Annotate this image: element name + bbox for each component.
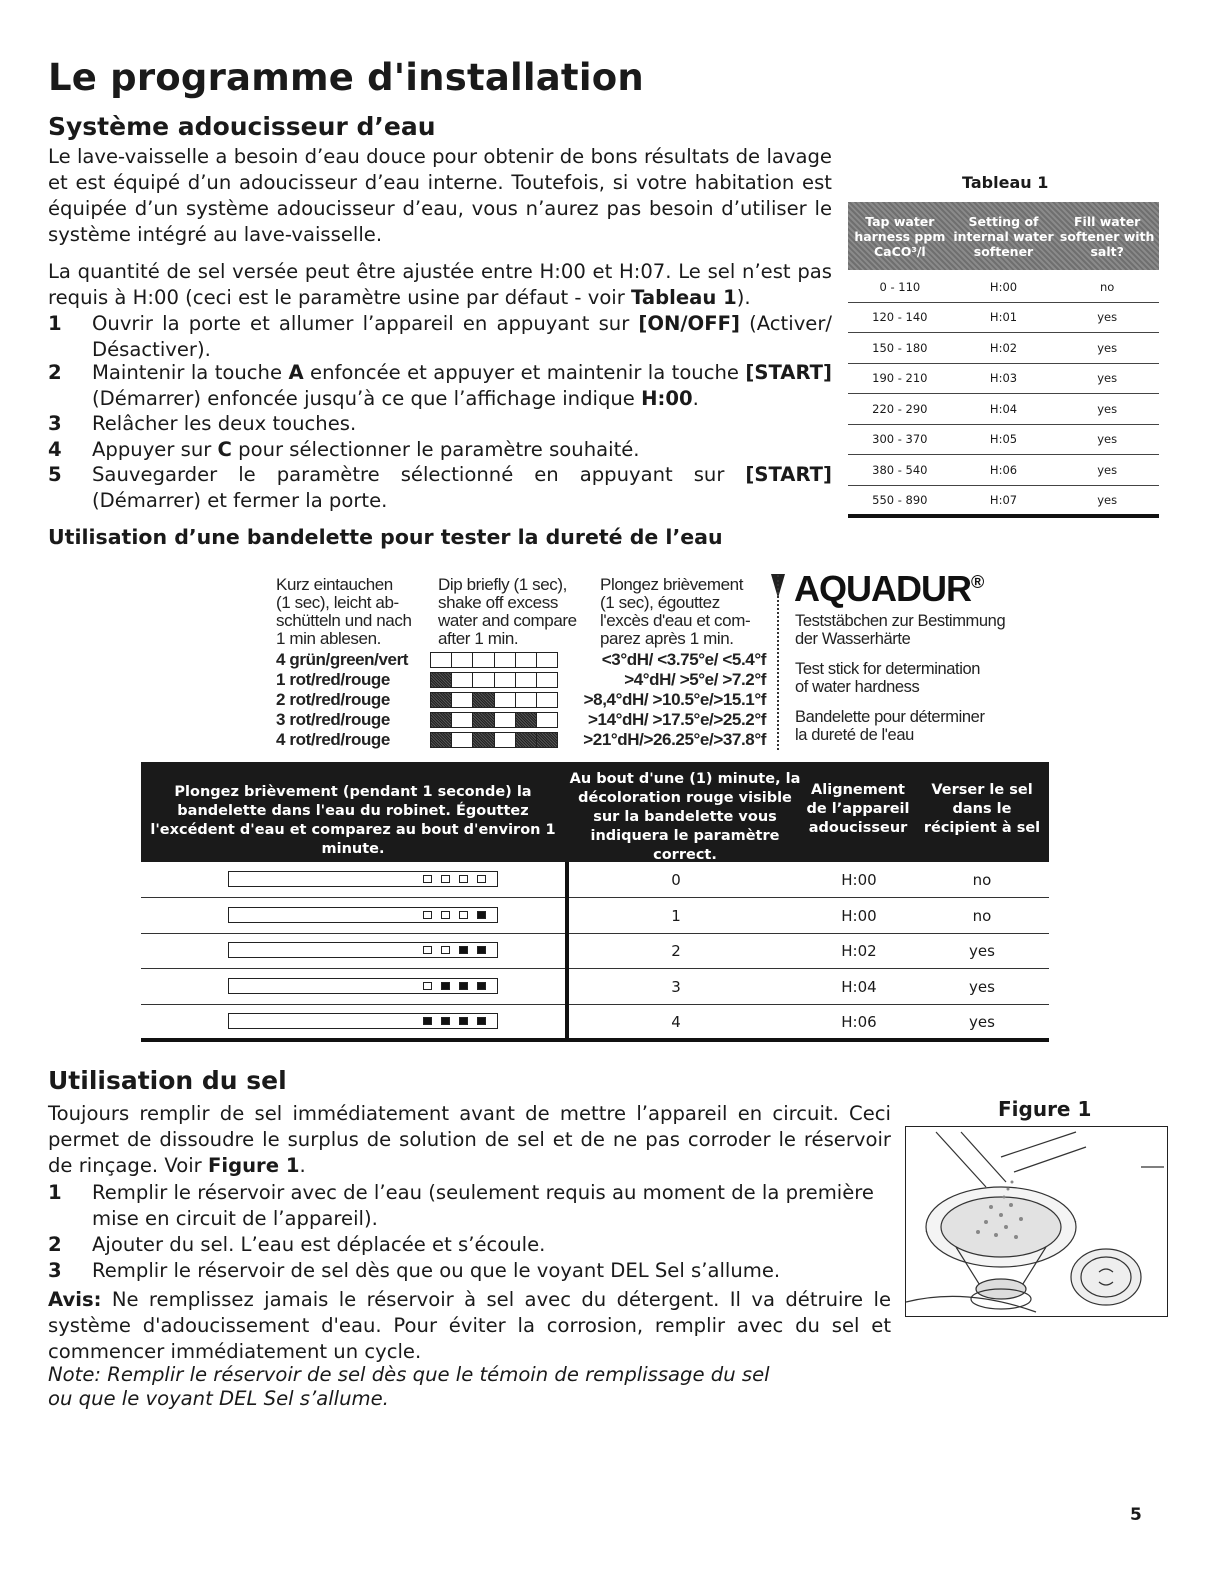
salt-step-3: 3 Remplir le réservoir de sel dès que ou que le voyant DEL Sel s’allume.	[48, 1259, 781, 1282]
figure-1-illustration	[905, 1126, 1168, 1317]
test-cell-value: 3	[671, 978, 681, 996]
test-table-row	[141, 933, 1049, 969]
figure-reference: Figure 1	[207, 1154, 300, 1177]
test-table-divider	[565, 862, 569, 1040]
aquadur-text-de: Kurz eintauchen (1 sec), leicht ab- schütteln und nach 1 min ablesen.	[276, 575, 412, 648]
salt-intro-paragraph: Toujours remplir de sel immédiatement avant de mettre l’appareil en circuit. Ceci permet de dissoudre le surplus de solution de sel et de ne pas corroder le réservoir de rinçage. Voir Figure 1.	[48, 1102, 891, 1177]
aquadur-description: Teststäbchen zur Bestimmung der Wasserhärte Test stick for determination of water hardness Bandelette pour déterminer la dureté de l'eau	[795, 612, 1006, 744]
test-header-setting: Alignement de l’appareil adoucisseur	[806, 782, 910, 836]
softener-intro-paragraph: Le lave-vaisselle a besoin d’eau douce pour obtenir de bons résultats de lavage et est équipé d’un adoucisseur d’eau interne. Toutefois, si votre habitation est équipée d’un système adoucisseur d’eau, vous n’aurez pas besoin d’utiliser le système intégré au lave-vaisselle.	[48, 145, 832, 246]
note-line-1: Note: Remplir le réservoir de sel dès que le témoin de remplissage du sel	[48, 1363, 770, 1386]
test-strip-pad	[441, 982, 450, 990]
page-number: 5	[1130, 1505, 1142, 1525]
salt-step-2: 2 Ajouter du sel. L’eau est déplacée et s’écoule.	[48, 1233, 546, 1256]
test-strip-pad	[459, 946, 468, 954]
test-cell-value: 1	[671, 907, 681, 925]
test-strip-pad	[423, 875, 432, 883]
test-cell-salt: yes	[969, 978, 995, 996]
aquadur-strip-4	[430, 732, 558, 748]
test-cell-value: 4	[671, 1013, 681, 1031]
test-strip-bar	[228, 978, 498, 994]
test-cell-setting: H:06	[841, 1013, 877, 1031]
test-cell-salt: yes	[969, 1013, 995, 1031]
test-strip-pad	[441, 875, 450, 883]
step-2: 2 Maintenir la touche A enfoncée et appuyer et maintenir la touche [START] (Démarrer) enfoncée jusqu’à ce que l’affichage indique H:00.	[48, 361, 832, 410]
table1-title: Tableau 1	[962, 173, 1049, 192]
table1-row: 300 - 370 H:05 yes	[848, 424, 1159, 455]
note-line-2: ou que le voyant DEL Sel s’allume.	[48, 1387, 389, 1410]
test-cell-value: 2	[671, 942, 681, 960]
aquadur-divider	[777, 575, 779, 750]
test-strip-pad	[477, 946, 486, 954]
aquadur-strip-1	[430, 672, 558, 688]
test-cell-setting: H:02	[841, 942, 877, 960]
test-strip-pad	[459, 1017, 468, 1025]
table1-row: 550 - 890 H:07 yes	[872, 493, 1118, 507]
aquadur-hardness-values: <3°dH/ <3.75°e/ <5.4°f >4°dH/ >5°e/ >7.2°f >8,4°dH/ >10.5°e/>15.1°f >14°dH/ >17.5°e/>25.2°f >21°dH/>26.25°e/>37.8°f	[583, 650, 766, 749]
aquadur-strip-0	[430, 652, 558, 668]
test-header-instructions: Plongez brièvement (pendant 1 seconde) la bandelette dans l'eau du robinet. Égouttez l'excédent d'eau et comparez au bout d'environ 1 minute.	[150, 784, 556, 857]
aquadur-color-labels: 4 grün/green/vert 1 rot/red/rouge 2 rot/red/rouge 3 rot/red/rouge 4 rot/red/rouge	[276, 650, 409, 749]
page-title: Le programme d'installation	[48, 56, 644, 99]
test-strip-pad	[423, 946, 432, 954]
test-strip-pad	[423, 1017, 432, 1025]
aquadur-logo: AQUADUR®	[794, 568, 984, 609]
step-3: 3 Relâcher les deux touches.	[48, 412, 357, 435]
step-1: 1 Ouvrir la porte et allumer l’appareil en appuyant sur [ON/OFF] (Activer/ Désactiver).	[48, 312, 832, 361]
test-table-header	[141, 762, 1049, 862]
test-strip-pad	[477, 1017, 486, 1025]
test-table-row	[141, 862, 1049, 898]
test-cell-setting: H:00	[841, 907, 877, 925]
notice-paragraph: Avis: Ne remplissez jamais le réservoir à sel avec du détergent. Il va détruire le système d'adoucissement d'eau. Pour éviter la corrosion, remplir avec du sel et commencer immédiatement un cycle.	[48, 1288, 891, 1363]
section-heading-salt: Utilisation du sel	[48, 1066, 287, 1095]
test-strip-bar	[228, 871, 498, 887]
test-table-row	[141, 898, 1049, 934]
table1-row: 220 - 290 H:04 yes	[848, 394, 1159, 425]
step-5: 5 Sauvegarder le paramètre sélectionné en appuyant sur [START] (Démarrer) et fermer la porte.	[48, 463, 832, 512]
test-strip-pad	[423, 982, 432, 990]
test-strip-pad	[441, 946, 450, 954]
salt-step-1: 1 Remplir le réservoir avec de l’eau (seulement requis au moment de la première mise en circuit de l’appareil).	[48, 1181, 874, 1230]
step-4: 4 Appuyer sur C pour sélectionner le paramètre souhaité.	[48, 438, 640, 461]
table1-header-salt: Fill water softener with salt?	[1059, 213, 1155, 259]
figure-title: Figure 1	[998, 1097, 1092, 1121]
test-cell-salt: no	[972, 907, 992, 925]
salt-quantity-paragraph: La quantité de sel versée peut être ajustée entre H:00 et H:07. Le sel n’est pas requis à H:00 (ceci est le paramètre usine par défaut - voir Tableau 1).	[48, 260, 832, 309]
test-table-row	[141, 969, 1049, 1005]
table1-header-setting: Setting of internal water softener	[953, 213, 1054, 259]
test-cell-value: 0	[671, 871, 681, 889]
aquadur-text-fr: Plongez brièvement (1 sec), égouttez l'excès d'eau et com- parez après 1 min.	[600, 575, 751, 648]
table1-header	[848, 202, 1159, 270]
test-strip-pad	[459, 982, 468, 990]
test-strip-pad	[477, 911, 486, 919]
test-strip-bar	[228, 907, 498, 923]
salt-funnel-illustration	[906, 1127, 1166, 1315]
test-strip-bar	[228, 1013, 498, 1029]
aquadur-strip-2	[430, 692, 558, 708]
table1-row: 150 - 180 H:02 yes	[848, 333, 1159, 364]
test-strip-pad	[459, 911, 468, 919]
section-heading-test-strip: Utilisation d’une bandelette pour tester la dureté de l’eau	[48, 525, 723, 549]
test-cell-salt: yes	[969, 942, 995, 960]
test-strip-pad	[477, 875, 486, 883]
table1-row: 380 - 540 H:06 yes	[848, 455, 1159, 486]
test-cell-setting: H:04	[841, 978, 877, 996]
test-strip-pad	[441, 1017, 450, 1025]
aquadur-text-en: Dip briefly (1 sec), shake off excess water and compare after 1 min.	[438, 575, 577, 648]
table1-row: 190 - 210 H:03 yes	[848, 363, 1159, 394]
test-strip-pad	[459, 875, 468, 883]
test-strip-pad	[441, 911, 450, 919]
test-table-row	[141, 1004, 1049, 1039]
aquadur-strip-3	[430, 712, 558, 728]
test-table-bottom-rule	[141, 1038, 1049, 1042]
section-heading-water-softener: Système adoucisseur d’eau	[48, 112, 436, 141]
test-cell-setting: H:00	[841, 871, 877, 889]
test-strip-pad	[477, 982, 486, 990]
test-strip-bar	[228, 942, 498, 958]
table-reference: Tableau 1	[631, 286, 737, 309]
table1-bottom-rule	[848, 514, 1159, 518]
table1-row: 0 - 110 H:00 no	[848, 272, 1159, 303]
table1-header-hardness: Tap water harness ppm CaCO³/l	[854, 213, 946, 259]
test-strip-pad	[423, 911, 432, 919]
test-header-reading: Au bout d'une (1) minute, la décoloration rouge visible sur la bandelette vous indiquera le paramètre correct.	[569, 771, 801, 863]
test-header-salt: Verser le sel dans le récipient à sel	[923, 782, 1041, 836]
test-cell-salt: no	[972, 871, 992, 889]
table1-row: 120 - 140 H:01 yes	[848, 302, 1159, 333]
